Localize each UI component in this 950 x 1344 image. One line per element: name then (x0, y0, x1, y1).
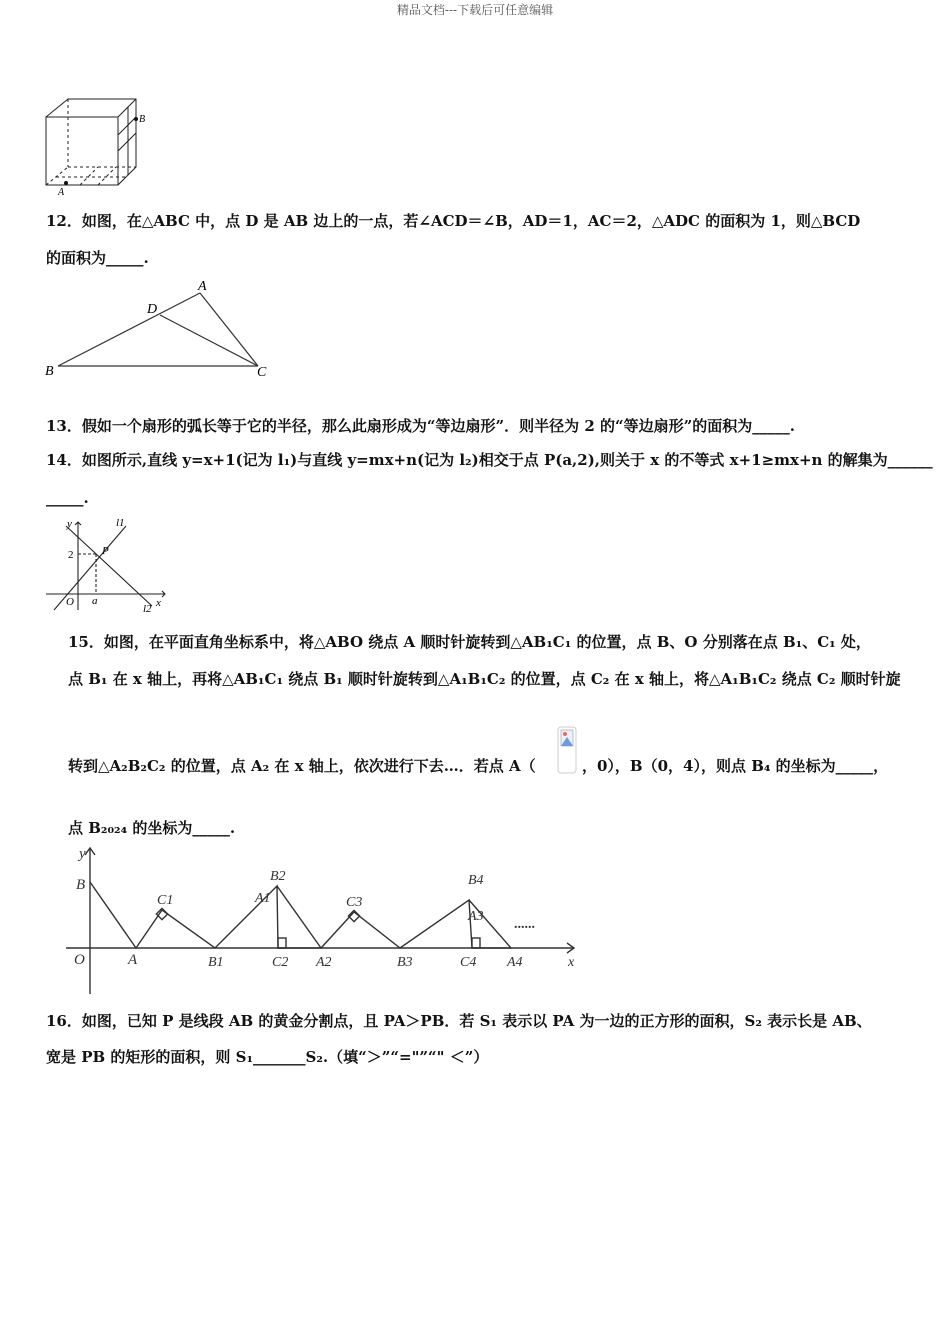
fig14-label-p: P (102, 545, 109, 557)
fig12-label-d: D (147, 302, 158, 317)
fig15-label-a3: A3 (468, 909, 484, 924)
fig14-label-l1: l1 (116, 517, 125, 529)
q15-line1: 15．如图，在平面直角坐标系中，将△ABO 绕点 A 顺时针旋转到△AB₁C₁ 的位置，点 B、O 分别落在点 B₁、C₁ 处， (68, 633, 871, 651)
fig15-label-c2: C2 (272, 955, 289, 970)
fig15-label-b2: B2 (270, 869, 286, 884)
cube-label-a: A (58, 187, 65, 198)
q15-line3a: 转到△A₂B₂C₂ 的位置，点 A₂ 在 x 轴上，依次进行下去…．若点 A（ (68, 757, 536, 775)
fig15-label-b3: B3 (397, 955, 413, 970)
q12-line2: 的面积为_____. (46, 249, 149, 267)
q16-line2: 宽是 PB 的矩形的面积，则 S₁_______S₂.（填“＞”“="”“" ＜”） (46, 1048, 489, 1066)
q12-line1: 12．如图，在△ABC 中，点 D 是 AB 边上的一点，若∠ACD＝∠B，AD＝1，AC＝2，△ADC 的面积为 1，则△BCD (46, 212, 861, 230)
fig15-label-b4: B4 (468, 873, 484, 888)
fig14-label-x: x (156, 597, 161, 609)
fig15-label-o: O (74, 952, 85, 968)
fig14-label-a: a (92, 595, 98, 607)
q15-line4: 点 B₂₀₂₄ 的坐标为_____. (68, 819, 236, 837)
fig12-label-a: A (198, 279, 207, 294)
fig15-label-c1: C1 (157, 893, 174, 908)
fig15-label-b1: B1 (208, 955, 224, 970)
q15-line2: 点 B₁ 在 x 轴上，再将△AB₁C₁ 绕点 B₁ 顺时针旋转到△A₁B₁C₂ 的位置，点 C₂ 在 x 轴上，将△A₁B₁C₂ 绕点 C₂ 顺时针旋 (68, 670, 901, 688)
fig15-label-x: x (568, 955, 575, 970)
rotation-sequence-figure (62, 840, 582, 1000)
fig15-label-c3: C3 (346, 895, 363, 910)
fig15-label-b: B (76, 877, 86, 893)
lines-l1-l2-figure (40, 512, 170, 617)
fig15-label-y: y (79, 846, 86, 862)
page-header: 精品文档---下载后可任意编辑 (396, 3, 554, 17)
fig14-label-2: 2 (68, 549, 74, 561)
fig15-label-a4: A4 (507, 955, 523, 970)
broken-image-icon (557, 726, 577, 774)
cube-label-b: B (139, 114, 146, 125)
fig15-label-a2: A2 (316, 955, 332, 970)
triangle-abc-figure (40, 275, 280, 385)
fig15-ellipsis: ...... (514, 917, 535, 932)
q14-line1: 14．如图所示,直线 y=x+1(记为 l₁)与直线 y=mx+n(记为 l₂)相交于点 P(a,2),则关于 x 的不等式 x+1≥mx+n 的解集为______ (46, 451, 933, 469)
q16-line1: 16．如图，已知 P 是线段 AB 的黄金分割点，且 PA＞PB．若 S₁ 表示以 PA 为一边的正方形的面积，S₂ 表示长是 AB、 (46, 1012, 872, 1030)
fig12-label-c: C (257, 365, 267, 380)
fig14-label-l2: l2 (143, 603, 152, 615)
q14-line2: _____. (46, 489, 89, 507)
q15-line3b: ，0），B（0，4），则点 B₄ 的坐标为_____， (582, 757, 889, 775)
fig14-label-y: y (67, 518, 72, 530)
fig12-label-b: B (45, 364, 54, 379)
fig15-label-a: A (128, 952, 138, 968)
fig15-label-c4: C4 (460, 955, 477, 970)
cube-figure (40, 95, 160, 200)
fig15-label-a1: A1 (255, 891, 271, 906)
fig14-label-o: O (66, 596, 74, 608)
q13-text: 13．假如一个扇形的弧长等于它的半径，那么此扇形成为“等边扇形”．则半径为 2 的“等边扇形”的面积为_____. (46, 417, 795, 435)
